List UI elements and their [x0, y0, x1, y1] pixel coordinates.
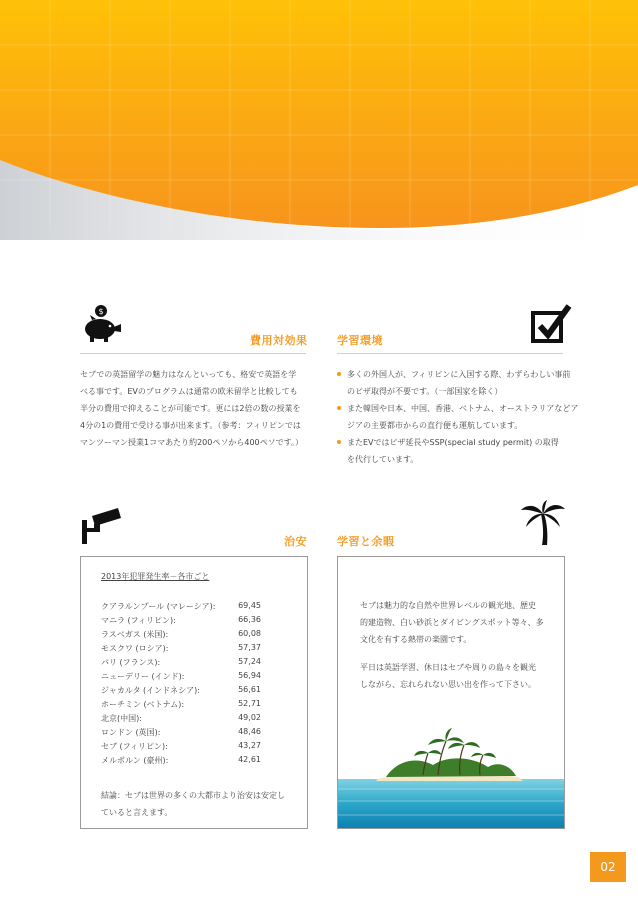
city-name: クアラルンプール (マレーシア): [101, 602, 216, 611]
bullet-line: のビザ取得が不要です。（一部国家を除く） [347, 387, 503, 396]
city-name: パリ (フランス): [101, 658, 161, 667]
table-row [101, 643, 261, 657]
conclusion-line: ていると言えます。 [101, 808, 173, 817]
cost-line: マンツーマン授業1コマあたり約200ペソから400ペソです。） [80, 438, 303, 447]
crime-rate: 56,61 [238, 685, 261, 694]
cost-divider [80, 353, 306, 354]
table-row [101, 713, 261, 727]
city-name: マニラ (フィリピン): [101, 616, 176, 625]
safety-heading: 治安 [284, 535, 307, 548]
crime-rate: 43,27 [238, 741, 261, 750]
palm-tree-icon [520, 500, 566, 546]
table-row [101, 657, 261, 671]
city-name: ニューデリー (インド): [101, 672, 185, 681]
cost-line: セブでの英語留学の魅力はなんといっても、格安で英語を学 [80, 370, 297, 379]
cost-line: 4分の1の費用で受ける事が出来ます。（参考：フィリピンでは [80, 421, 301, 430]
safety-conclusion [101, 787, 301, 821]
table-row [101, 671, 261, 685]
leisure-paragraph-1 [360, 597, 560, 648]
city-name: ラスベガス (米国): [101, 630, 169, 639]
bullet-line: またEVではビザ延長やSSP(special study permit) の取得 [347, 438, 559, 447]
leisure-line: 平日は英語学習、休日はセブや周りの島々を観光 [360, 663, 536, 672]
leisure-paragraph-2 [360, 659, 560, 693]
crime-rate: 57,24 [238, 657, 261, 666]
security-camera-icon [80, 506, 122, 546]
checkbox-icon [530, 304, 572, 344]
leisure-heading: 学習と余暇 [337, 535, 395, 548]
conclusion-line: 結論：セブは世界の多くの大都市より治安は安定し [101, 791, 285, 800]
environment-divider [337, 353, 563, 354]
crime-rate: 42,61 [238, 755, 261, 764]
list-item [337, 434, 587, 468]
leisure-line: 文化を有する熱帯の楽園です。 [360, 635, 472, 644]
leisure-line: 的建造物、白い砂浜とダイビングスポット等々、多 [360, 618, 544, 627]
crime-rate: 49,02 [238, 713, 261, 722]
cost-line: 半分の費用で抑えることが可能です。更には2倍の数の授業を [80, 404, 301, 413]
crime-rate: 57,37 [238, 643, 261, 652]
bullet-line: また韓国や日本、中国、香港、ベトナム、オーストラリアなどア [347, 404, 579, 413]
cost-paragraph [80, 366, 320, 451]
crime-rate: 69,45 [238, 601, 261, 610]
crime-rate: 56,94 [238, 671, 261, 680]
table-row [101, 685, 261, 699]
environment-heading: 学習環境 [337, 334, 383, 347]
piggy-bank-icon [80, 303, 122, 343]
svg-text:$: $ [98, 307, 104, 316]
table-row [101, 601, 261, 615]
crime-table-title: 2013年犯罪発生率－各市ごと [101, 572, 210, 581]
city-name: ホーチミン (ベトナム): [101, 700, 185, 709]
island-photo [338, 719, 564, 829]
leisure-box [337, 556, 565, 829]
bullet-line: ジアの主要都市からの直行便も運航しています。 [347, 421, 523, 430]
header-banner [0, 0, 638, 240]
city-name: ジャカルタ (インドネシア): [101, 686, 200, 695]
page-number: 02 [590, 852, 626, 882]
city-name: 北京(中国): [101, 714, 142, 723]
table-row [101, 629, 261, 643]
crime-rate-table [80, 556, 308, 829]
banner-graphic [0, 0, 638, 240]
city-name: ロンドン (英国): [101, 728, 161, 737]
crime-rate: 66,36 [238, 615, 261, 624]
table-row [101, 741, 261, 755]
leisure-line: しながら、忘れられない思い出を作って下さい。 [360, 680, 536, 689]
bullet-line: を代行しています。 [347, 455, 419, 464]
city-name: メルボルン (豪州): [101, 756, 169, 765]
table-row [101, 699, 261, 713]
table-row [101, 727, 261, 741]
table-row [101, 755, 261, 769]
list-item [337, 400, 587, 434]
crime-rate: 48,46 [238, 727, 261, 736]
city-name: モスクワ (ロシア): [101, 644, 169, 653]
bullet-line: 多くの外国人が、フィリピンに入国する際、わずらわしい事前 [347, 370, 571, 379]
cost-heading: 費用対効果 [250, 334, 308, 347]
leisure-line: セブは魅力的な自然や世界レベルの観光地、歴史 [360, 601, 536, 610]
crime-rate: 52,71 [238, 699, 261, 708]
crime-rate: 60,08 [238, 629, 261, 638]
environment-list [337, 366, 587, 468]
table-row [101, 615, 261, 629]
city-name: セブ (フィリピン): [101, 742, 168, 751]
cost-line: べる事です。EVのプログラムは通常の欧米留学と比較しても [80, 387, 298, 396]
list-item [337, 366, 587, 400]
